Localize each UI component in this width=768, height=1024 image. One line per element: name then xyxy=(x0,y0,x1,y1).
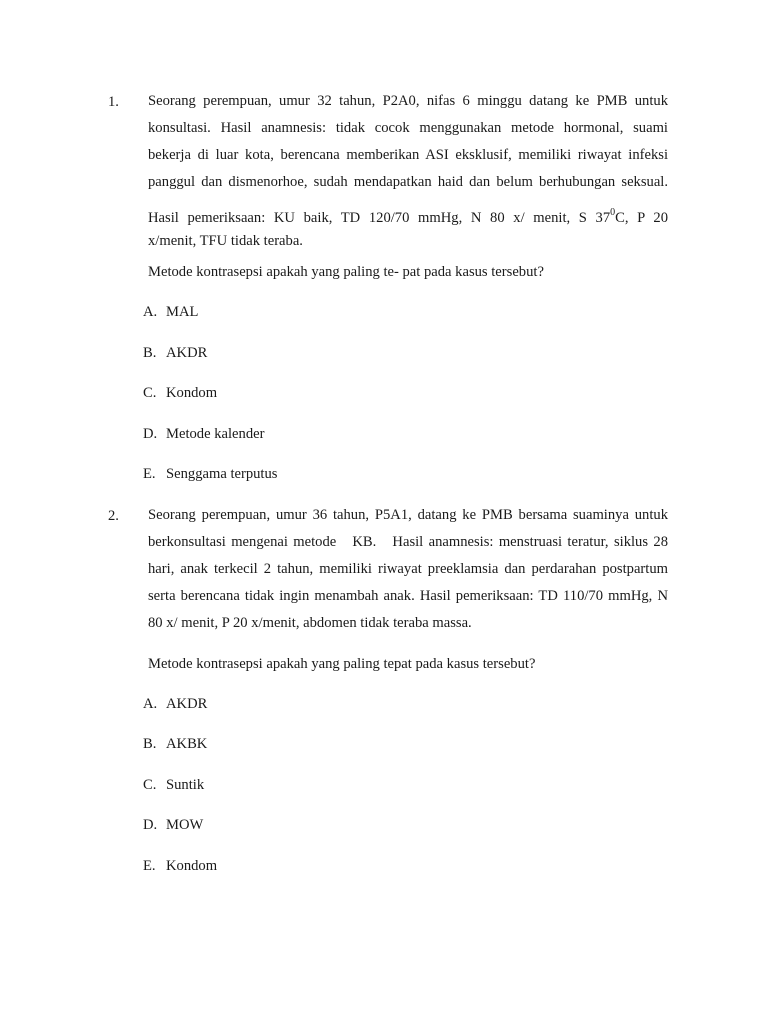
question-2-case-line: berkonsultasi mengenai metode KB. Hasil anamnesis: menstruasi teratur, siklus 28 xyxy=(148,534,668,550)
option-letter: A. xyxy=(143,304,158,320)
option-letter: B. xyxy=(143,345,157,361)
option-letter: D. xyxy=(143,817,158,833)
question-1-option xyxy=(143,466,277,483)
question-1-option xyxy=(143,304,198,321)
question-2-option xyxy=(143,736,207,753)
question-1-case-line: bekerja di luar kota, berencana memberikan ASI eksklusif, memiliki riwayat infeksi xyxy=(148,147,668,163)
option-text: Metode kalender xyxy=(166,426,265,442)
question-2-case-line: 80 x/ menit, P 20 x/menit, abdomen tidak teraba massa. xyxy=(148,615,472,631)
option-text: MAL xyxy=(166,304,199,320)
question-1-prompt: Metode kontrasepsi apakah yang paling te- pat pada kasus tersebut? xyxy=(148,264,544,280)
option-letter: E. xyxy=(143,466,156,482)
option-text: AKDR xyxy=(166,696,208,712)
question-2-prompt: Metode kontrasepsi apakah yang paling tepat pada kasus tersebut? xyxy=(148,656,536,672)
question-1-case-line: panggul dan dismenorhoe, sudah mendapatkan haid dan belum berhubungan seksual. xyxy=(148,174,668,190)
question-1-case xyxy=(148,88,668,196)
option-text: Kondom xyxy=(166,385,218,401)
option-text: AKDR xyxy=(166,345,208,361)
option-letter: C. xyxy=(143,777,157,793)
option-letter: D. xyxy=(143,426,158,442)
degree-superscript: 0 xyxy=(610,207,616,218)
question-2-case-line: Seorang perempuan, umur 36 tahun, P5A1, datang ke PMB bersama suaminya untuk xyxy=(148,507,668,523)
option-letter: E. xyxy=(143,858,156,874)
exam-text-a: Hasil pemeriksaan: KU baik, TD 120/70 mmHg, N 80 x/ menit, S 37 xyxy=(148,210,611,226)
question-1-exam-line: x/menit, TFU tidak teraba. xyxy=(148,233,303,249)
question-2-option xyxy=(143,696,207,713)
question-2-case-line: serta berencana tidak ingin menambah anak. Hasil pemeriksaan: TD 110/70 mmHg, N xyxy=(148,588,668,604)
question-1-case-line: konsultasi. Hasil anamnesis: tidak cocok menggunakan metode hormonal, suami xyxy=(148,120,668,136)
option-text: Kondom xyxy=(166,858,218,874)
question-1-number: 1. xyxy=(108,94,119,110)
question-2-option xyxy=(143,777,204,794)
question-1-option xyxy=(143,345,207,362)
question-2-option xyxy=(143,817,203,834)
question-1-option xyxy=(143,385,217,402)
exam-text-b: C, P 20 xyxy=(615,210,668,226)
question-1-case-line: Seorang perempuan, umur 32 tahun, P2A0, nifas 6 minggu datang ke PMB untuk xyxy=(148,93,668,109)
question-2-option xyxy=(143,858,217,875)
question-1-exam xyxy=(148,205,668,254)
option-text: AKBK xyxy=(166,736,208,752)
option-text: Senggama terputus xyxy=(166,466,278,482)
question-1-option xyxy=(143,426,264,443)
option-text: Suntik xyxy=(166,777,205,793)
option-letter: C. xyxy=(143,385,157,401)
option-letter: B. xyxy=(143,736,157,752)
question-2-case xyxy=(148,502,668,637)
question-2-case-line: hari, anak terkecil 2 tahun, memiliki riwayat preeklamsia dan perdarahan postpartum xyxy=(148,561,668,577)
option-letter: A. xyxy=(143,696,158,712)
option-text: MOW xyxy=(166,817,204,833)
question-2-number: 2. xyxy=(108,508,119,524)
